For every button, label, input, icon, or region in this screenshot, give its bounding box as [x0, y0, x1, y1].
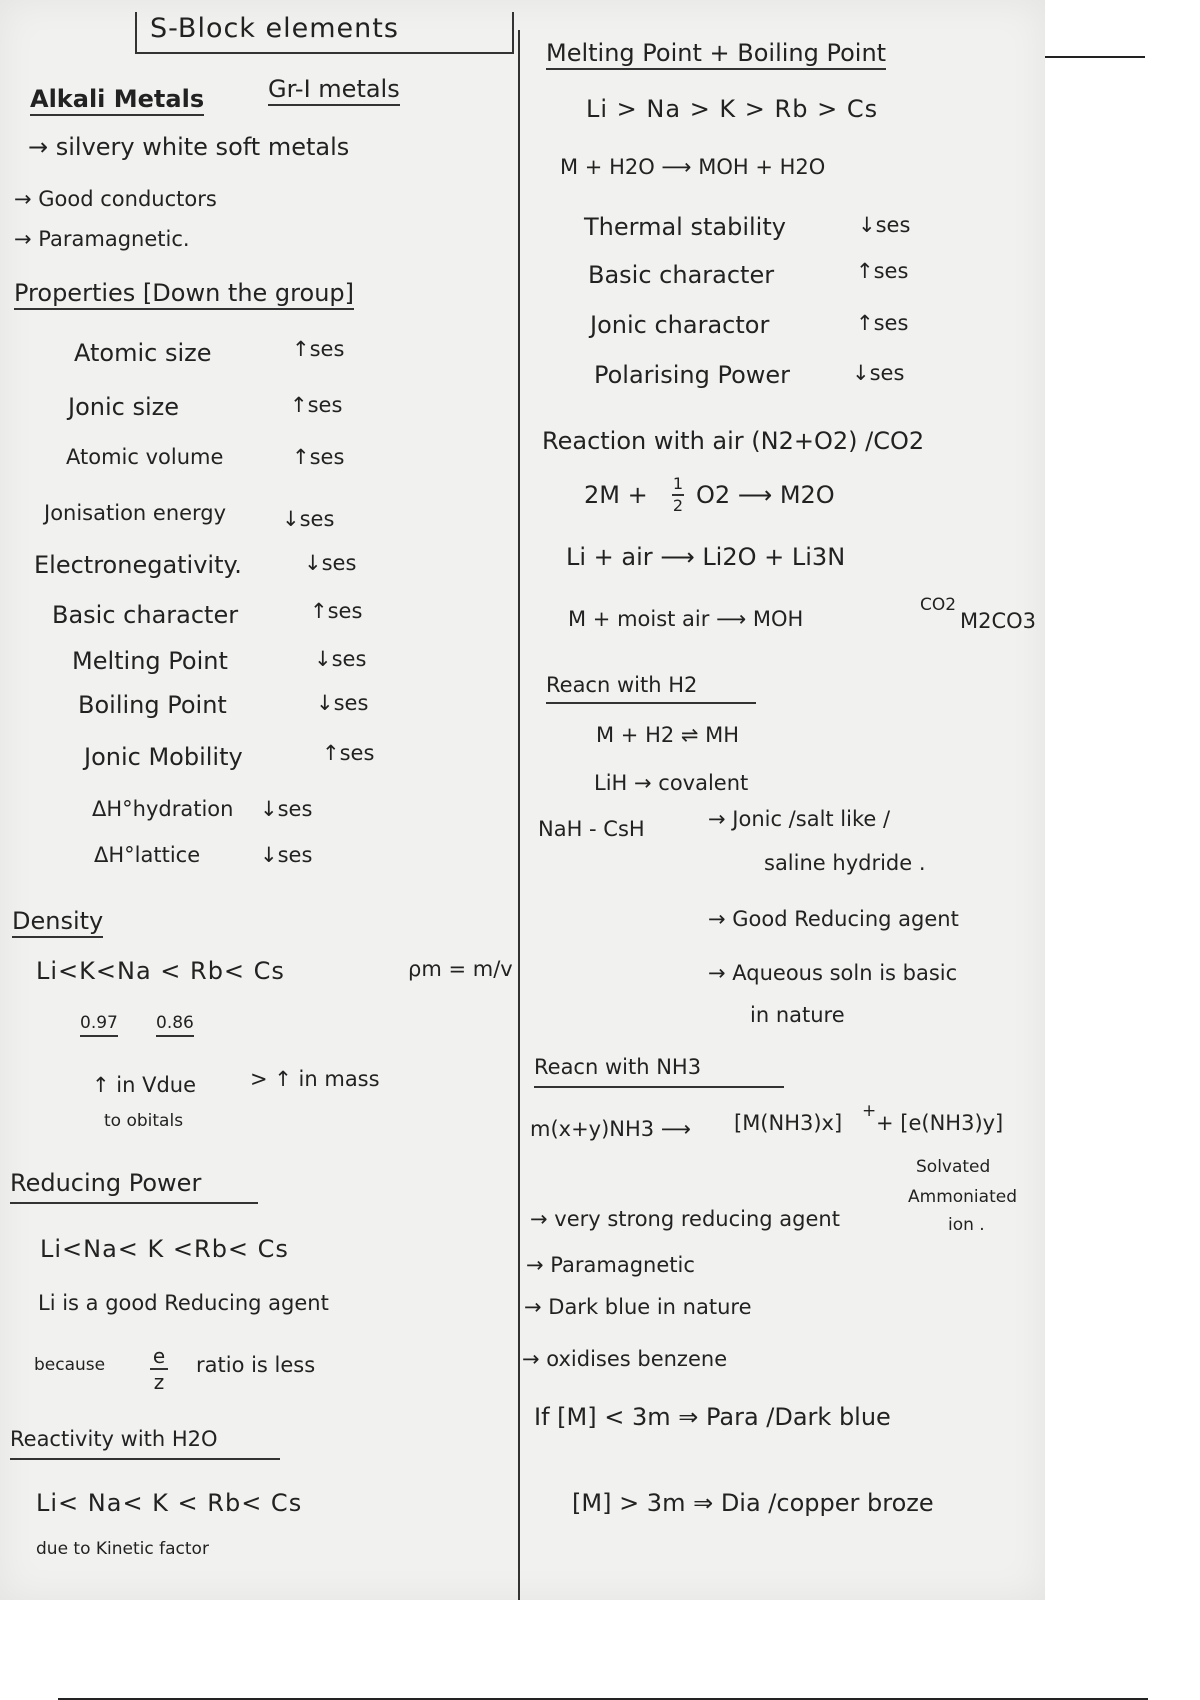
reducing-note: Li is a good Reducing agent: [38, 1291, 329, 1315]
trend-value: ↑ses: [856, 311, 909, 335]
property-trend: ↑ses: [292, 337, 345, 361]
underline: [534, 1086, 784, 1088]
h2-ionic: → Jonic /salt like /: [708, 807, 891, 831]
air-reaction-3: M + moist air ⟶ MOH: [568, 607, 804, 631]
property-name: Jonic size: [68, 393, 179, 421]
reducing-note: ratio is less: [196, 1353, 316, 1377]
property-name: ΔH°hydration: [92, 797, 234, 821]
reducing-order: Li<Na< K <Rb< Cs: [40, 1235, 289, 1263]
property-trend: ↑ses: [310, 599, 363, 623]
half-fraction: [672, 476, 684, 514]
h2-note: → Good Reducing agent: [708, 907, 959, 931]
nh3-charge: +: [862, 1101, 877, 1121]
trend-value: ↓ses: [852, 361, 905, 385]
air-reaction-1-part: O2 ⟶ M2O: [696, 481, 835, 509]
nh3-heading: Reacn with NH3: [534, 1055, 702, 1079]
property-name: Jonic Mobility: [84, 743, 243, 771]
property-name: Jonisation energy: [44, 501, 227, 525]
property-trend: ↑ses: [322, 741, 375, 765]
nh3-note: → Dark blue in nature: [524, 1295, 752, 1319]
heading-alkali-metals: Alkali Metals: [30, 86, 204, 116]
property-trend: ↓ses: [314, 647, 367, 671]
reducing-power-heading: Reducing Power: [10, 1169, 202, 1197]
nh3-note: → Paramagnetic: [526, 1253, 695, 1277]
nh3-note: → oxidises benzene: [522, 1347, 728, 1371]
h2-note: in nature: [750, 1003, 845, 1027]
reactivity-order: Li< Na< K < Rb< Cs: [36, 1489, 303, 1517]
density-heading: Density: [12, 908, 103, 938]
heading-group-1: Gr-I metals: [268, 76, 400, 106]
h2-lih: LiH → covalent: [594, 771, 749, 795]
intro-line: → Good conductors: [14, 187, 217, 211]
mpbp-heading: Melting Point + Boiling Point: [546, 40, 886, 70]
concentration-rule: If [M] < 3m ⇒ Para /Dark blue: [534, 1403, 891, 1431]
h2-heading: Reacn with H2: [546, 673, 698, 697]
reactivity-heading: Reactivity with H2O: [10, 1427, 218, 1451]
fraction-denominator: z: [153, 1370, 165, 1394]
properties-heading: Properties [Down the group]: [14, 280, 354, 310]
property-name: Melting Point: [72, 647, 228, 675]
page-title: S-Block elements: [150, 13, 399, 44]
e-over-z-fraction: [150, 1346, 168, 1392]
air-reaction-3-co2: CO2: [920, 595, 957, 615]
density-note: > ↑ in mass: [250, 1067, 380, 1091]
air-reaction-3-product: M2CO3: [960, 609, 1037, 633]
concentration-rule: [M] > 3m ⇒ Dia /copper broze: [572, 1489, 934, 1517]
underline: [546, 702, 756, 704]
h2-nah-csh: NaH - CsH: [538, 817, 645, 841]
reactivity-note: due to Kinetic factor: [36, 1539, 209, 1559]
h2-reaction: M + H2 ⇌ MH: [596, 723, 740, 747]
trend-name: Polarising Power: [594, 361, 791, 389]
nh3-label: Solvated: [916, 1157, 991, 1177]
air-heading: Reaction with air (N2+O2) /CO2: [542, 427, 925, 455]
property-trend: ↓ses: [282, 507, 335, 531]
h2-saline: saline hydride .: [764, 851, 926, 875]
h2-note: → Aqueous soln is basic: [708, 961, 958, 985]
underline: [10, 1458, 280, 1460]
nh3-reaction-part: [M(NH3)x]: [734, 1111, 843, 1135]
density-value: 0.97: [80, 1014, 118, 1037]
trend-name: Basic character: [588, 261, 775, 289]
nh3-label: Ammoniated: [908, 1187, 1017, 1207]
property-trend: ↓ses: [304, 551, 357, 575]
fraction-numerator: e: [152, 1344, 166, 1368]
intro-line: → Paramagnetic.: [14, 227, 190, 251]
nh3-note: → very strong reducing agent: [530, 1207, 840, 1231]
fraction-numerator: 1: [672, 474, 684, 493]
density-note: ↑ in Vdue: [92, 1073, 197, 1097]
fraction-denominator: 2: [672, 496, 684, 515]
air-reaction-1-part: 2M +: [584, 481, 648, 509]
property-name: Atomic size: [74, 339, 212, 367]
column-divider: [518, 30, 520, 1600]
property-name: ΔH°lattice: [94, 843, 201, 867]
trend-name: Thermal stability: [584, 213, 786, 241]
nh3-label: ion .: [948, 1215, 985, 1235]
intro-line: → silvery white soft metals: [28, 133, 350, 161]
underline: [10, 1202, 258, 1204]
nh3-reaction-part: m(x+y)NH3 ⟶: [530, 1117, 691, 1141]
property-name: Atomic volume: [66, 445, 224, 469]
property-name: Boiling Point: [78, 691, 227, 719]
mpbp-order: Li > Na > K > Rb > Cs: [586, 95, 879, 123]
property-trend: ↓ses: [260, 797, 313, 821]
density-order: Li<K<Na < Rb< Cs: [36, 957, 285, 985]
page-edge-rule: [1045, 56, 1145, 58]
trend-value: ↑ses: [856, 259, 909, 283]
nh3-reaction-part: + [e(NH3)y]: [876, 1111, 1004, 1135]
property-trend: ↑ses: [290, 393, 343, 417]
property-trend: ↑ses: [292, 445, 345, 469]
property-trend: ↓ses: [260, 843, 313, 867]
property-name: Basic character: [52, 601, 239, 629]
property-trend: ↓ses: [316, 691, 369, 715]
density-note: to obitals: [104, 1111, 184, 1131]
water-reaction: M + H2O ⟶ MOH + H2O: [560, 155, 826, 179]
air-reaction-2: Li + air ⟶ Li2O + Li3N: [566, 543, 846, 571]
trend-value: ↓ses: [858, 213, 911, 237]
trend-name: Jonic charactor: [590, 311, 770, 339]
property-name: Electronegativity.: [34, 551, 242, 579]
density-formula: ρm = m/v: [408, 957, 513, 981]
reducing-note-because: because: [34, 1355, 106, 1375]
density-value: 0.86: [156, 1014, 194, 1037]
